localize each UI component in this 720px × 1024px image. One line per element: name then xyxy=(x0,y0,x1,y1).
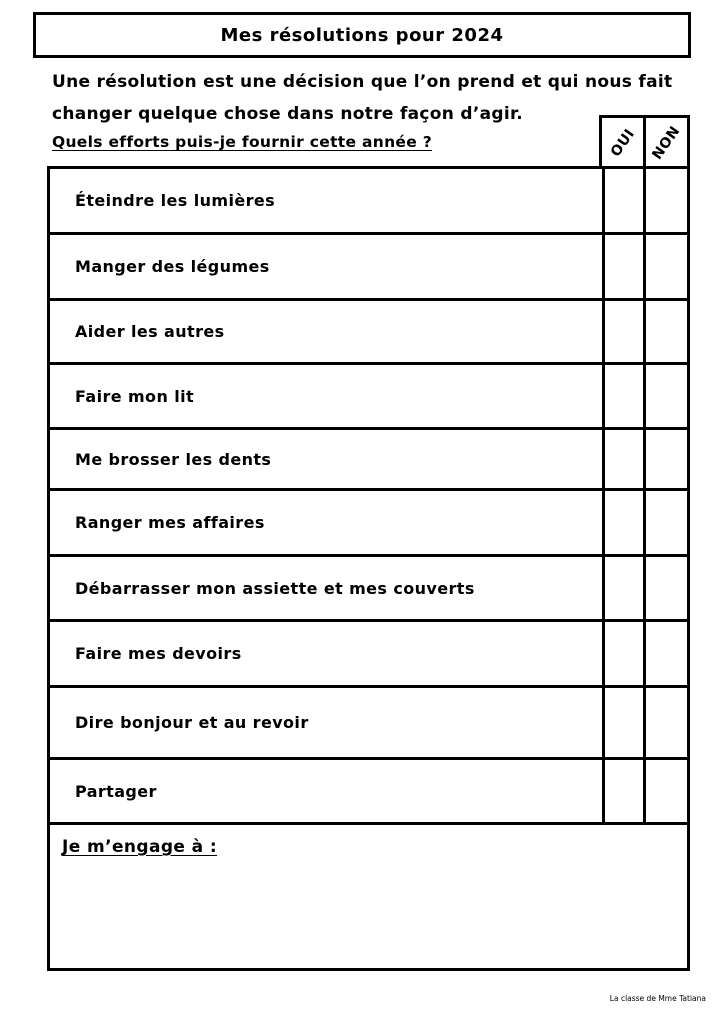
commitment-label: Je m’engage à : xyxy=(62,837,218,857)
checkbox-oui[interactable] xyxy=(605,622,646,685)
column-header-non-label: NON xyxy=(649,122,684,163)
checkbox-oui[interactable] xyxy=(605,301,646,362)
resolution-label: Dire bonjour et au revoir xyxy=(50,688,605,757)
checkbox-non[interactable] xyxy=(646,760,687,822)
checkbox-non[interactable] xyxy=(646,491,687,554)
checkbox-non[interactable] xyxy=(646,301,687,362)
table-row xyxy=(50,169,687,235)
checkbox-oui[interactable] xyxy=(605,235,646,298)
page-title xyxy=(33,12,691,58)
checkbox-non[interactable] xyxy=(646,557,687,619)
checkbox-oui[interactable] xyxy=(605,491,646,554)
footer-credit: La classe de Mme Tatiana xyxy=(609,994,706,1003)
resolutions-table xyxy=(47,166,690,971)
checkbox-oui[interactable] xyxy=(605,557,646,619)
resolution-label: Ranger mes affaires xyxy=(50,491,605,554)
table-row xyxy=(50,622,687,688)
resolution-label: Faire mon lit xyxy=(50,365,605,427)
table-row xyxy=(50,235,687,301)
table-row xyxy=(50,430,687,491)
commitment-area[interactable] xyxy=(50,825,687,968)
column-header-oui-label: OUI xyxy=(607,125,638,160)
checkbox-oui[interactable] xyxy=(605,169,646,232)
resolution-label: Aider les autres xyxy=(50,301,605,362)
checkbox-oui[interactable] xyxy=(605,430,646,488)
resolution-label: Débarrasser mon assiette et mes couverts xyxy=(50,557,605,619)
table-row xyxy=(50,301,687,365)
table-row xyxy=(50,688,687,760)
question-text: Quels efforts puis-je fournir cette année ? xyxy=(52,133,433,151)
resolution-label: Me brosser les dents xyxy=(50,430,605,488)
page-title-text: Mes résolutions pour 2024 xyxy=(220,24,504,46)
checkbox-oui[interactable] xyxy=(605,688,646,757)
table-row xyxy=(50,760,687,825)
table-row xyxy=(50,491,687,557)
checkbox-non[interactable] xyxy=(646,430,687,488)
resolution-label: Faire mes devoirs xyxy=(50,622,605,685)
intro-text: Une résolution est une décision que l’on prend et qui nous fait changer quelque chose dans notre façon d’agir. xyxy=(52,72,673,124)
table-row xyxy=(50,557,687,622)
checkbox-non[interactable] xyxy=(646,235,687,298)
checkbox-oui[interactable] xyxy=(605,365,646,427)
column-header-oui xyxy=(599,115,646,167)
checkbox-non[interactable] xyxy=(646,622,687,685)
checkbox-non[interactable] xyxy=(646,688,687,757)
column-header-non xyxy=(643,115,690,167)
resolution-label: Manger des légumes xyxy=(50,235,605,298)
checkbox-non[interactable] xyxy=(646,365,687,427)
checkbox-non[interactable] xyxy=(646,169,687,232)
resolution-label: Éteindre les lumières xyxy=(50,169,605,232)
table-row xyxy=(50,365,687,430)
checkbox-oui[interactable] xyxy=(605,760,646,822)
resolution-label: Partager xyxy=(50,760,605,822)
